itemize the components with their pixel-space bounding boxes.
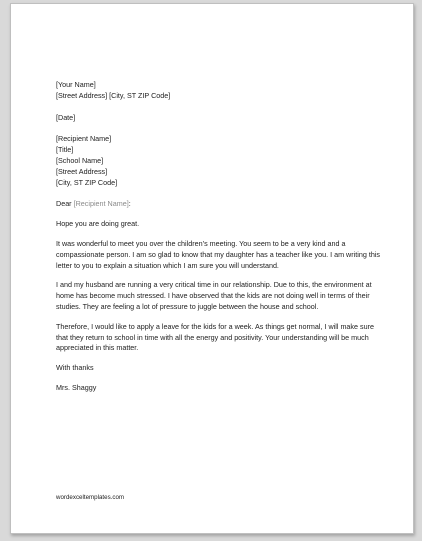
signature: Mrs. Shaggy (56, 382, 97, 392)
recipient-school: [School Name] (56, 155, 104, 165)
salutation-prefix: Dear (56, 199, 74, 209)
recipient-name: [Recipient Name] (56, 134, 112, 144)
salutation-suffix: : (128, 199, 131, 209)
sender-name: [Your Name] (56, 80, 96, 89)
greeting: Hope you are doing great. (56, 219, 140, 229)
salutation (56, 199, 386, 210)
recipient-city: [City, ST ZIP Code] (56, 177, 118, 187)
body-paragraph-2: I and my husband are running a very critical time in our relationship. Due to this, the environment at home has become much stressed. I have observed that the kids are not doing well in terms of their studies. They are feeling a lot of pressure to juggle between the house and school. (56, 280, 372, 311)
letter-date: [Date] (56, 112, 76, 122)
body-paragraph-3: Therefore, I would like to apply a leave for the kids for a week. As things get normal, I will make sure that they return to school in time with all the energy and positivity. Your understanding will be much appreciated in this matter. (56, 321, 374, 353)
salutation-recipient: [Recipient Name] (73, 199, 129, 209)
letter-page (10, 3, 414, 534)
letter-content (56, 80, 386, 394)
footer-website: wordexceltemplates.com (56, 494, 125, 501)
closing: With thanks (56, 363, 94, 373)
recipient-street: [Street Address] (56, 166, 108, 176)
sender-address: [Street Address] [City, ST ZIP Code] (56, 90, 171, 100)
recipient-title: [Title] (56, 145, 74, 155)
body-paragraph-1: It was wonderful to meet you over the children’s meeting. You seem to be a very kind and a compassionate person. I am so glad to know that my daughter has a teacher like you. I am writing this letter to you to explain a situation which I am sure you will understand. (56, 238, 381, 270)
